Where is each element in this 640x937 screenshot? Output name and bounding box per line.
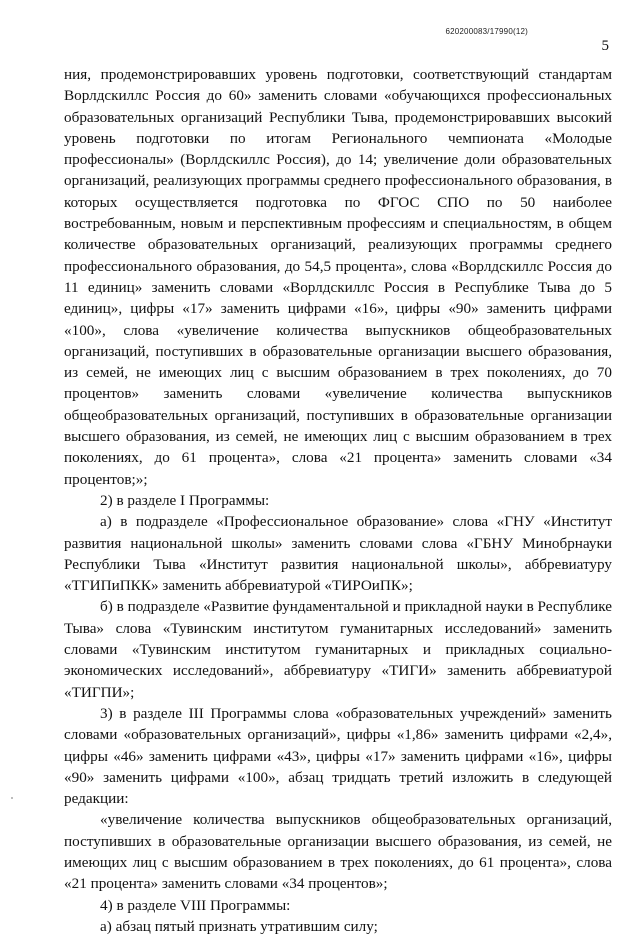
document-id: 620200083/17990(12) — [445, 27, 528, 36]
paragraph-item-4a: а) абзац пятый признать утратившим силу; — [100, 917, 378, 935]
paragraph-quoted-text: «увеличение количества выпускников общеобразовательных организаций, поступивших в образовательные организации высшего образования, из семей, не имеющих лиц с высшим образованием в трех поколениях, до 61 процента», слова «21 процента» заменить словами «34 процентов»; — [64, 811, 612, 893]
paragraph-item-2: 2) в разделе I Программы: — [100, 491, 270, 509]
document-body — [64, 64, 612, 937]
paragraph-item-2b: б) в подразделе «Развитие фундаментальной и прикладной науки в Республике Тыва» слова «Тувинским институтом гуманитарных исследований» заменить словами «Тувинским институтом гуманитарных и прикладных социально-экономических исследований», аббревиатуру «ТИГИ» заменить аббревиатурой «ТИГПИ»; — [64, 598, 612, 701]
paragraph-item-2a: а) в подразделе «Профессиональное образование» слова «ГНУ «Институт развития национальной школы» заменить словами слова «ГБНУ Минобрнауки Республики Тыва «Институт развития национальной школы», аббревиатуру «ТГИПиПКК» заменить аббревиатурой «ТИРОиПК»; — [64, 513, 612, 595]
paragraph-item-3: 3) в разделе III Программы слова «образовательных учреждений» заменить словами «образовательных организаций», цифры «1,86» заменить цифрами «2,4», цифры «46» заменить цифрами «43», цифры «17» заменить цифрами «16», цифры «90» заменить цифрами «100», абзац тридцать третий изложить в следующей редакции: — [64, 704, 612, 808]
paragraph-item-4: 4) в разделе VIII Программы: — [100, 896, 291, 914]
paragraph-continuation: ния, продемонстрировавших уровень подготовки, соответствующий стандартам Ворлдскиллс Россия до 60» заменить словами «обучающихся профессиональных образовательных организаций Республики Тыва, продемонстрировавших высокий уровень подготовки по итогам Регионального чемпионата «Молодые профессионалы» (Ворлдскиллс Россия), до 14; увеличение доли образовательных организаций, реализующих программы среднего профессионального образования, в которых осуществляется подготовка по ФГОС СПО по 50 наиболее востребованным, новым и перспективным профессиям и специальностям, в общем количестве образовательных организаций, реализующих программы среднего профессионального образования, до 54,5 процента», слова «Ворлдскиллс Россия до 11 единиц» заменить словами «Ворлдскиллс Россия в Республике Тыва до 5 единиц», цифры «17» заменить цифрами «16», цифры «90» заменить цифрами «100», слова «увеличение количества выпускников общеобразовательных организаций, поступивших в образовательные организации высшего образования, из семей, не имеющих лиц с высшим образованием в трех поколениях, до 70 процентов» заменить словами «увеличение количества выпускников общеобразовательных организаций, поступивших в образовательные организации высшего образования, из семей, не имеющих лиц с высшим образованием в трех поколениях, до 61 процента», слова «21 процента» заменить словами «34 процентов;»; — [64, 66, 612, 488]
scan-speck — [11, 797, 13, 799]
page-number: 5 — [601, 38, 609, 54]
